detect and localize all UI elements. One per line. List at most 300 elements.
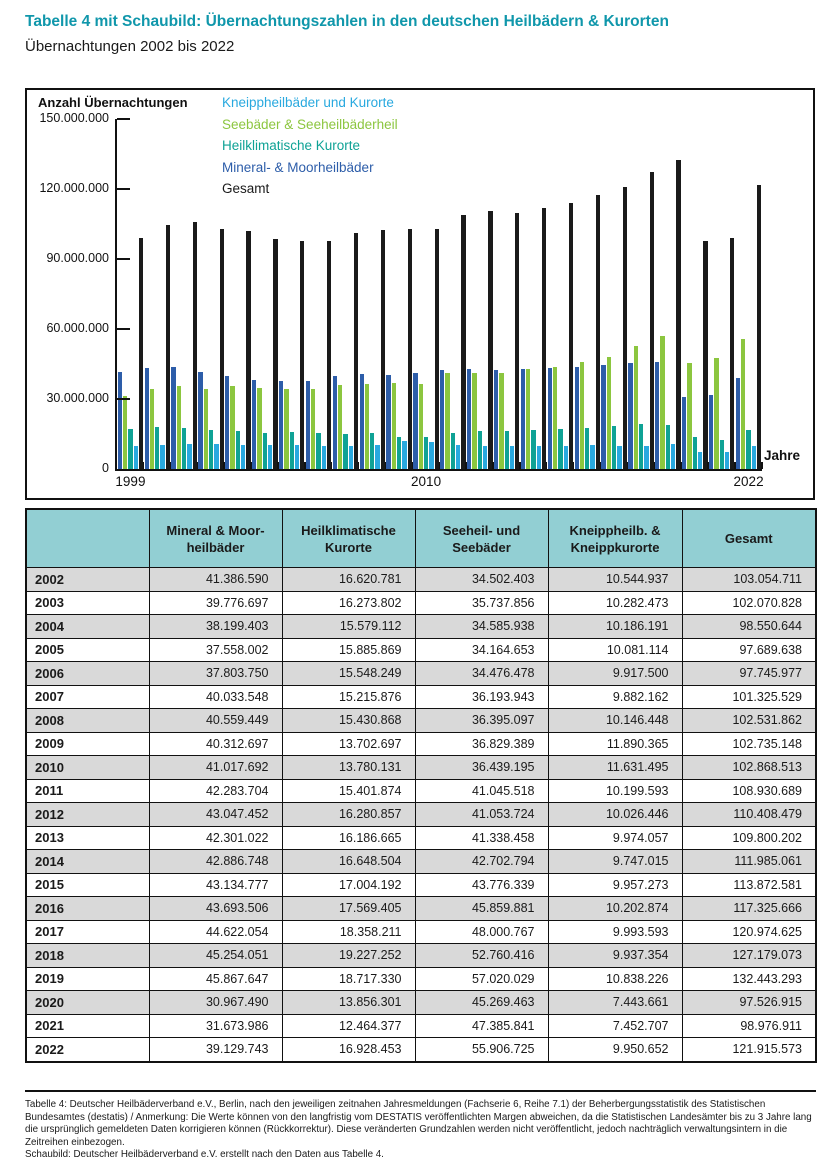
value-cell: 44.622.054 [149,920,282,944]
bar [204,389,208,470]
x-tick [331,462,333,469]
bar [273,239,277,469]
x-axis-label: 2022 [733,474,764,489]
value-cell: 40.312.697 [149,732,282,756]
bar [720,440,724,469]
value-cell: 109.800.202 [682,826,816,850]
bar [687,363,691,469]
year-cell: 2007 [26,685,149,709]
legend-item: Seebäder & Seeheilbäderheil [222,116,398,132]
bar [182,428,186,469]
bar [650,172,654,469]
bar [709,395,713,469]
value-cell: 10.146.448 [548,709,682,733]
bar [128,429,132,469]
y-tick [117,118,130,120]
value-cell: 102.531.862 [682,709,816,733]
table-row [26,662,816,686]
year-cell: 2012 [26,803,149,827]
bar [295,445,299,469]
bar-group [493,119,520,469]
value-cell: 37.558.002 [149,638,282,662]
bar [145,368,149,470]
bar [736,378,740,469]
value-cell: 42.283.704 [149,779,282,803]
value-cell: 110.408.479 [682,803,816,827]
value-cell: 120.974.625 [682,920,816,944]
table-row [26,991,816,1015]
value-cell: 15.885.869 [282,638,415,662]
y-tick [117,258,130,260]
value-cell: 47.385.841 [415,1014,548,1038]
bar [252,380,256,469]
bar [531,430,535,469]
bar [494,370,498,469]
x-axis-label: 1999 [115,474,146,489]
x-tick [465,462,467,469]
bar [585,428,589,469]
bar [343,434,347,470]
x-tick [385,462,387,469]
bar [634,346,638,469]
value-cell: 10.199.593 [548,779,682,803]
bar [676,160,680,469]
bar [322,446,326,469]
bar [408,229,412,469]
bar [445,373,449,469]
bar [187,444,191,469]
value-cell: 13.780.131 [282,756,415,780]
value-cell: 42.702.794 [415,850,548,874]
bar [123,396,127,470]
table-row [26,568,816,592]
bar [714,358,718,469]
value-cell: 9.882.162 [548,685,682,709]
bar [730,238,734,469]
year-cell: 2003 [26,591,149,615]
x-tick [170,462,172,469]
value-cell: 42.886.748 [149,850,282,874]
bar [435,229,439,469]
legend-item: Kneippheilbäder und Kurorte [222,95,394,110]
value-cell: 36.829.389 [415,732,548,756]
value-cell: 34.476.478 [415,662,548,686]
bar-group [225,119,252,469]
bar [354,233,358,469]
y-axis-label: 90.000.000 [46,251,109,265]
value-cell: 45.867.647 [149,967,282,991]
value-cell: 97.745.977 [682,662,816,686]
x-tick [734,462,736,469]
bar [553,367,557,469]
bar-group [655,119,682,469]
x-tick [600,462,602,469]
value-cell: 111.985.061 [682,850,816,874]
value-cell: 16.186.665 [282,826,415,850]
bar [461,215,465,469]
x-tick [573,462,575,469]
y-axis-label: 150.000.000 [39,111,109,125]
bar [757,185,761,469]
value-cell: 10.186.191 [548,615,682,639]
bar [580,362,584,469]
bar [419,384,423,469]
bar-group [708,119,735,469]
value-cell: 37.803.750 [149,662,282,686]
bar-group [735,119,762,469]
y-tick [117,398,130,400]
value-cell: 102.868.513 [682,756,816,780]
value-cell: 15.548.249 [282,662,415,686]
year-cell: 2013 [26,826,149,850]
value-cell: 41.338.458 [415,826,548,850]
value-cell: 9.950.652 [548,1038,682,1062]
value-cell: 16.273.802 [282,591,415,615]
table-row [26,638,816,662]
bar [499,373,503,469]
bar [279,381,283,469]
bar [375,445,379,469]
x-tick [761,462,763,469]
year-cell: 2004 [26,615,149,639]
bar [569,203,573,469]
value-cell: 97.526.915 [682,991,816,1015]
value-cell: 43.693.506 [149,897,282,921]
x-tick [707,462,709,469]
bar [166,225,170,469]
bar [515,213,519,469]
table-header-cell: Heilklimatische Kurorte [282,509,415,568]
bar [365,384,369,469]
x-tick [197,462,199,469]
value-cell: 45.859.881 [415,897,548,921]
table-header-cell: Seeheil- und Seebäder [415,509,548,568]
value-cell: 13.856.301 [282,991,415,1015]
value-cell: 41.053.724 [415,803,548,827]
value-cell: 11.631.495 [548,756,682,780]
footnote [25,1090,816,1162]
bar [526,369,530,469]
bar [370,433,374,469]
table-row [26,756,816,780]
value-cell: 9.957.273 [548,873,682,897]
value-cell: 30.967.490 [149,991,282,1015]
table-row [26,967,816,991]
bar [209,430,213,469]
x-axis-label: 2010 [411,474,442,489]
bar [300,241,304,469]
bar [623,187,627,469]
bar [472,373,476,469]
value-cell: 127.179.073 [682,944,816,968]
value-cell: 45.269.463 [415,991,548,1015]
x-tick [519,462,521,469]
bar [241,445,245,469]
y-tick [117,188,130,190]
bar-group [601,119,628,469]
value-cell: 10.838.226 [548,967,682,991]
x-tick [680,462,682,469]
table-header-row [26,509,816,568]
bar [381,230,385,469]
x-tick [143,462,145,469]
value-cell: 35.737.856 [415,591,548,615]
bar [198,372,202,469]
table-row [26,873,816,897]
year-cell: 2019 [26,967,149,991]
chart-frame [25,88,815,500]
bar [693,437,697,469]
value-cell: 16.928.453 [282,1038,415,1062]
bar [467,369,471,469]
bar [263,433,267,469]
bar [612,426,616,469]
bar-group [251,119,278,469]
bar [639,424,643,469]
value-cell: 43.776.339 [415,873,548,897]
bar [257,388,261,469]
value-cell: 48.000.767 [415,920,548,944]
value-cell: 132.443.293 [682,967,816,991]
bar [451,433,455,469]
year-cell: 2015 [26,873,149,897]
bar [429,442,433,469]
bar [666,425,670,469]
bar [155,427,159,469]
year-cell: 2011 [26,779,149,803]
bar [134,446,138,469]
table-row [26,591,816,615]
x-tick [223,462,225,469]
bar [397,437,401,469]
bar [440,370,444,469]
value-cell: 31.673.986 [149,1014,282,1038]
value-cell: 52.760.416 [415,944,548,968]
bar [268,445,272,469]
value-cell: 41.045.518 [415,779,548,803]
y-axis-title: Anzahl Übernachtungen [38,95,188,110]
value-cell: 102.735.148 [682,732,816,756]
bar [333,376,337,469]
bar [246,231,250,469]
value-cell: 17.569.405 [282,897,415,921]
year-cell: 2005 [26,638,149,662]
bar [746,430,750,469]
bar-group [574,119,601,469]
value-cell: 12.464.377 [282,1014,415,1038]
year-cell: 2009 [26,732,149,756]
table-header-cell [26,509,149,568]
table-row [26,709,816,733]
bar [171,367,175,469]
value-cell: 98.550.644 [682,615,816,639]
bar [601,365,605,469]
bar [360,374,364,469]
bar-group [117,119,144,469]
bar [617,446,621,469]
bar [139,238,143,469]
value-cell: 10.026.446 [548,803,682,827]
value-cell: 36.439.195 [415,756,548,780]
bar [483,446,487,469]
bar [537,446,541,469]
bar [160,445,164,469]
bar [424,437,428,469]
table-row [26,1014,816,1038]
value-cell: 17.004.192 [282,873,415,897]
value-cell: 36.193.943 [415,685,548,709]
bar [311,389,315,469]
value-cell: 9.993.593 [548,920,682,944]
bar [150,389,154,470]
bar [644,446,648,469]
value-cell: 16.280.857 [282,803,415,827]
year-cell: 2006 [26,662,149,686]
year-cell: 2016 [26,897,149,921]
value-cell: 102.070.828 [682,591,816,615]
bar [521,369,525,469]
value-cell: 7.443.661 [548,991,682,1015]
value-cell: 43.134.777 [149,873,282,897]
y-axis-label: 60.000.000 [46,321,109,335]
bar-group [520,119,547,469]
bar [590,445,594,469]
bar [558,429,562,469]
data-table [25,508,817,1063]
bar [193,222,197,469]
year-cell: 2017 [26,920,149,944]
value-cell: 41.017.692 [149,756,282,780]
value-cell: 34.164.653 [415,638,548,662]
value-cell: 15.430.868 [282,709,415,733]
value-cell: 16.648.504 [282,850,415,874]
table-row [26,1038,816,1062]
value-cell: 18.358.211 [282,920,415,944]
bar-series-container [117,119,762,469]
table-header-cell: Mineral & Moor- heilbäder [149,509,282,568]
x-tick [250,462,252,469]
bar [564,446,568,469]
value-cell: 15.401.874 [282,779,415,803]
bar-group [547,119,574,469]
bar-group [413,119,440,469]
bar-group [628,119,655,469]
value-cell: 98.976.911 [682,1014,816,1038]
bar [214,444,218,469]
value-cell: 10.081.114 [548,638,682,662]
table-row [26,826,816,850]
value-cell: 11.890.365 [548,732,682,756]
value-cell: 18.717.330 [282,967,415,991]
y-axis-label: 30.000.000 [46,391,109,405]
table-row [26,897,816,921]
y-axis-label: 0 [102,461,109,475]
bar [682,397,686,469]
bar [220,229,224,469]
bar-group [305,119,332,469]
bar [225,376,229,469]
value-cell: 9.917.500 [548,662,682,686]
value-cell: 15.215.876 [282,685,415,709]
year-cell: 2018 [26,944,149,968]
value-cell: 10.544.937 [548,568,682,592]
table-row [26,615,816,639]
value-cell: 10.282.473 [548,591,682,615]
x-tick [627,462,629,469]
x-tick [304,462,306,469]
bar [349,446,353,469]
x-tick [277,462,279,469]
value-cell: 9.937.354 [548,944,682,968]
bar [306,381,310,469]
year-cell: 2010 [26,756,149,780]
bar-group [681,119,708,469]
bar [671,444,675,469]
bar [177,386,181,469]
value-cell: 97.689.638 [682,638,816,662]
bar [327,241,331,469]
x-tick [492,462,494,469]
bar [402,441,406,469]
bar [488,211,492,469]
value-cell: 19.227.252 [282,944,415,968]
value-cell: 36.395.097 [415,709,548,733]
bar [316,433,320,469]
value-cell: 34.502.403 [415,568,548,592]
table-row [26,779,816,803]
year-cell: 2002 [26,568,149,592]
value-cell: 43.047.452 [149,803,282,827]
bar-group [278,119,305,469]
value-cell: 9.974.057 [548,826,682,850]
x-tick [412,462,414,469]
bar [607,357,611,469]
value-cell: 41.386.590 [149,568,282,592]
bar-group [359,119,386,469]
value-cell: 113.872.581 [682,873,816,897]
bar [230,386,234,469]
x-tick [439,462,441,469]
legend-item: Gesamt [222,181,270,196]
year-cell: 2022 [26,1038,149,1062]
bar [505,431,509,469]
value-cell: 45.254.051 [149,944,282,968]
y-tick [117,328,130,330]
bar [236,431,240,469]
value-cell: 34.585.938 [415,615,548,639]
legend-item: Heilklimatische Kurorte [222,138,361,153]
bar [660,336,664,469]
value-cell: 10.202.874 [548,897,682,921]
value-cell: 121.915.573 [682,1038,816,1062]
bar-group [198,119,225,469]
table-row [26,732,816,756]
x-tick [654,462,656,469]
value-cell: 9.747.015 [548,850,682,874]
value-cell: 38.199.403 [149,615,282,639]
value-cell: 16.620.781 [282,568,415,592]
footnote-chart-source: Schaubild: Deutscher Heilbäderverband e.V. erstellt nach den Daten aus Tabelle 4. [25,1149,384,1161]
value-cell: 101.325.529 [682,685,816,709]
value-cell: 117.325.666 [682,897,816,921]
bar [510,446,514,469]
footnote-table-source: Tabelle 4: Deutscher Heilbäderverband e.V., Berlin, nach den jeweiligen zeitnahen Jahresmeldungen (Fachserie 6, Reihe 7.1) der Beherbergungsstatistik des Statistischen Bundesamtes (destatis) / Anmerkung: Die Werte können von den langfristig vom DESTATIS veröffentlichten Margen abweichen, da die Statistischen Landesämter bis zu 3 Jahre lang die ursprünglich gemeldeten Daten korrigieren können (Rückkorrektur). Diese veränderten Grundzahlen werden nicht veröffentlicht, jedoch nachträglich verwaltungsintern in die Zeitreihen einbezogen. [25,1099,812,1148]
year-cell: 2014 [26,850,149,874]
bar [456,445,460,469]
x-tick [546,462,548,469]
bar [655,362,659,469]
bar [575,367,579,469]
